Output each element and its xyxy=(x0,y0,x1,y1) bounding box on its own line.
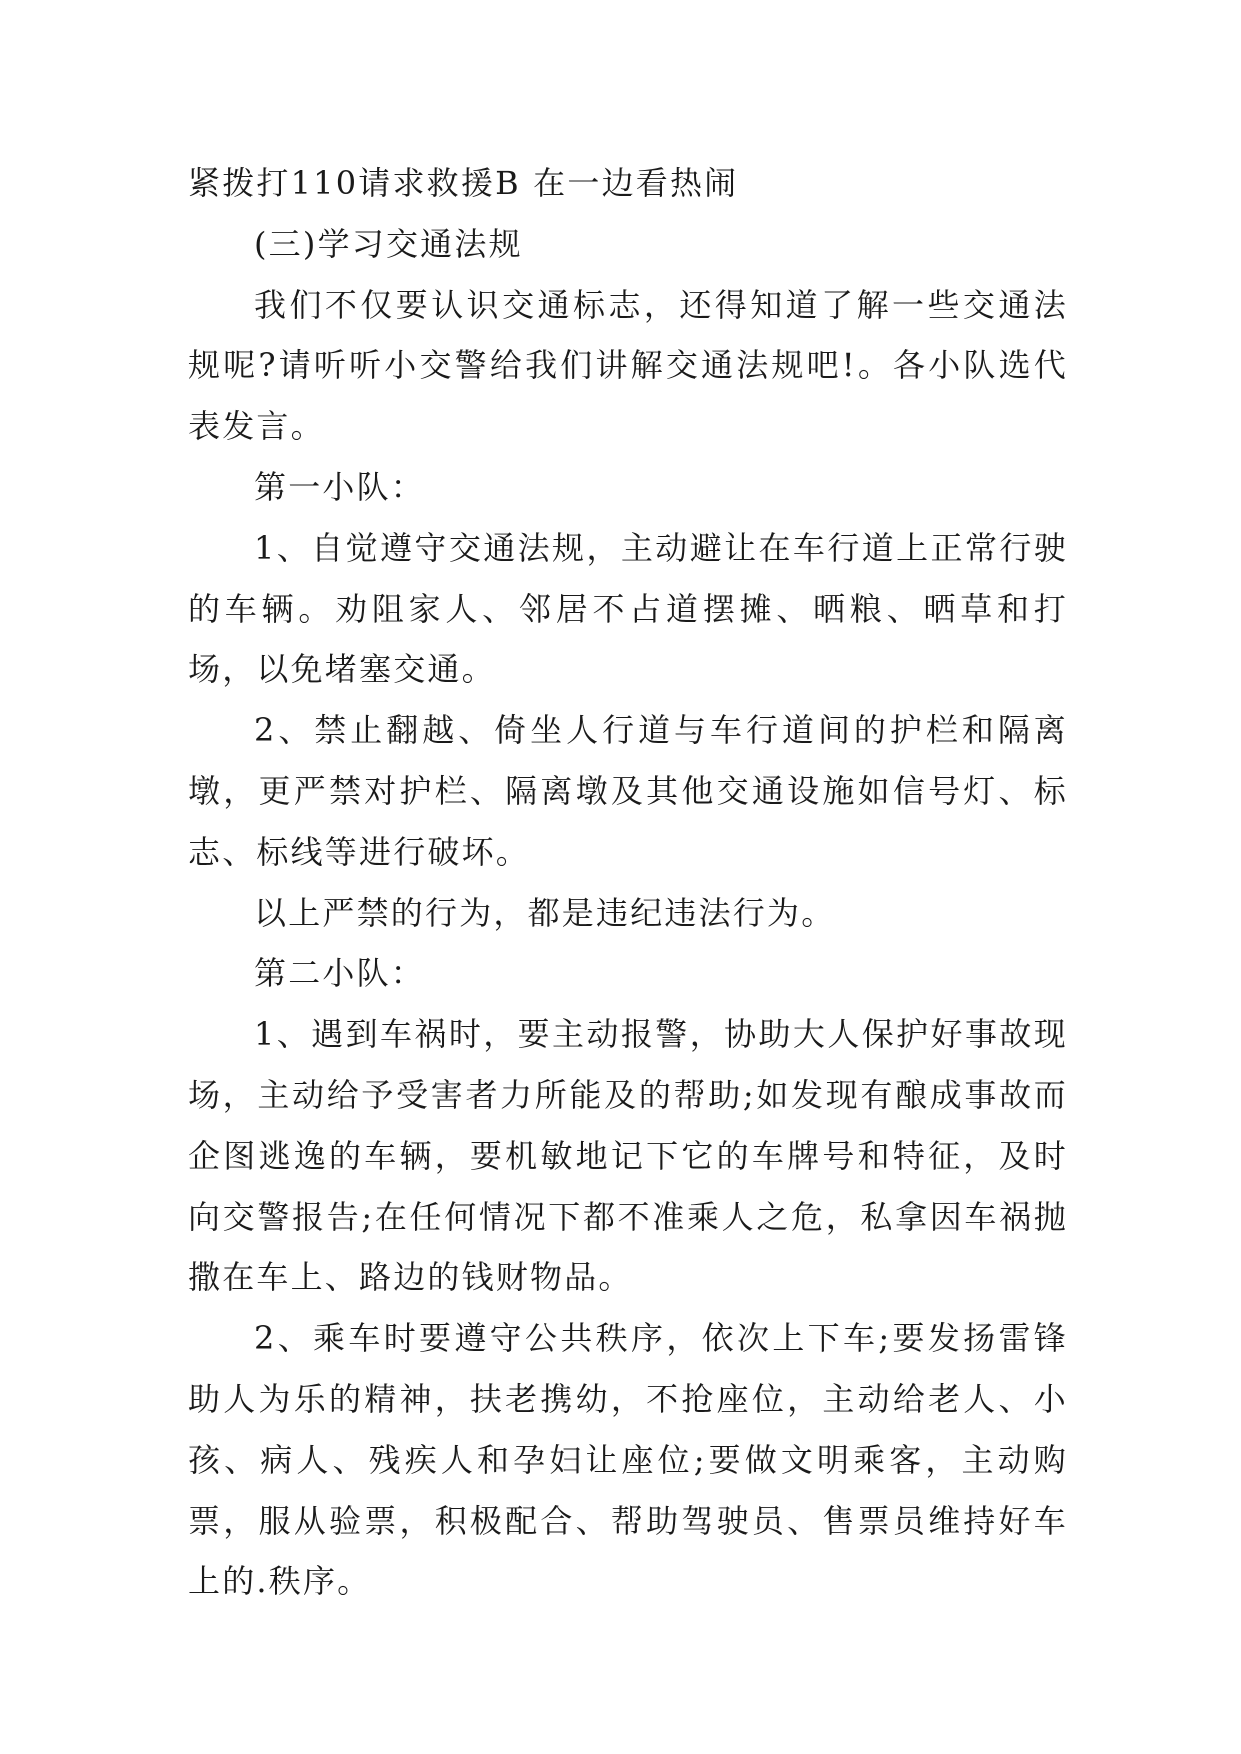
team-two-heading: 第二小队： xyxy=(254,954,426,993)
paragraph-intro: 我们不仅要认识交通标志，还得知道了解一些交通法规呢?请听听小交警给我们讲解交通法规吧!。各小队选代表发言。 xyxy=(188,285,1068,446)
document-body xyxy=(188,153,1068,1612)
team-one-heading: 第一小队： xyxy=(254,467,426,506)
team-two-rule-2: 2、乘车时要遵守公共秩序，依次上下车;要发扬雷锋助人为乐的精神，扶老携幼，不抢座位，主动给老人、小孩、病人、残疾人和孕妇让座位;要做文明乘客，主动购票，服从验票，积极配合、帮助驾驶员、售票员维持好车上的.秩序。 xyxy=(188,1319,1068,1601)
team-one-summary: 以上严禁的行为，都是违纪违法行为。 xyxy=(254,893,836,932)
team-one-rule-1: 1、自觉遵守交通法规，主动避让在车行道上正常行驶的车辆。劝阻家人、邻居不占道摆摊、晒粮、晒草和打场，以免堵塞交通。 xyxy=(188,528,1068,689)
team-two-rule-1: 1、遇到车祸时，要主动报警，协助大人保护好事故现场，主动给予受害者力所能及的帮助;如发现有酿成事故而企图逃逸的车辆，要机敏地记下它的车牌号和特征，及时向交警报告;在任何情况下都不准乘人之危，私拿因车祸抛撒在车上、路边的钱财物品。 xyxy=(188,1015,1068,1297)
section-heading-traffic-laws: (三)学习交通法规 xyxy=(254,224,523,263)
paragraph-continuation: 紧拨打110请求救援B 在一边看热闹 xyxy=(188,164,739,202)
team-one-rule-2: 2、禁止翻越、倚坐人行道与车行道间的护栏和隔离墩，更严禁对护栏、隔离墩及其他交通设施如信号灯、标志、标线等进行破坏。 xyxy=(188,711,1068,871)
